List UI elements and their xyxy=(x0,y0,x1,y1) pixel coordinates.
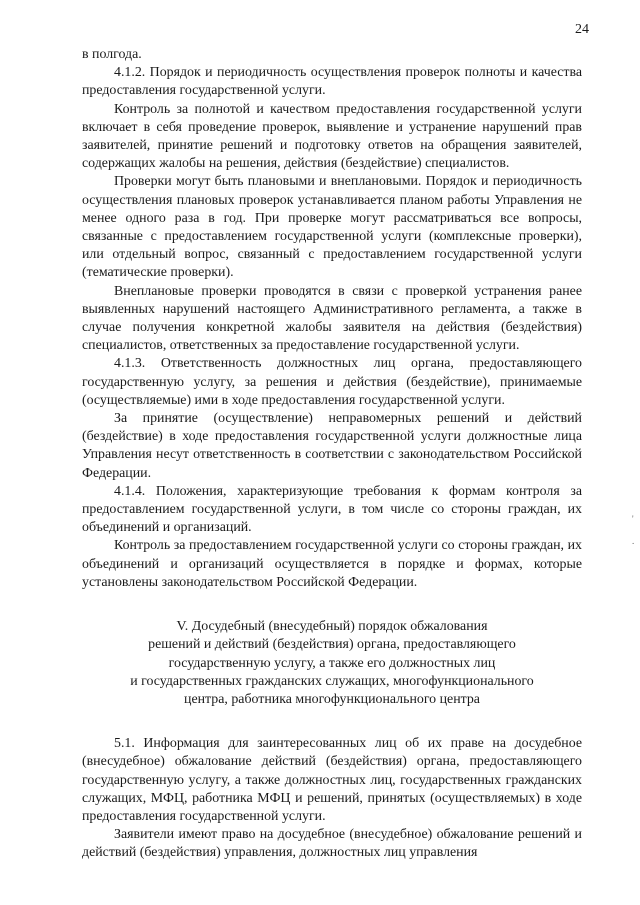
paragraph: Контроль за предоставлением государственной услуги со стороны граждан, их объединений и организаций осуществляется в порядке и формах, которые установлены законодательством Российской Федерации. xyxy=(82,538,582,590)
paragraph: Контроль за полнотой и качеством предоставления государственной услуги включает в себя проведение проверок, выявление и устранение нарушений прав заявителей, принятие решений и подготовку ответов на обращения заявителей, содержащих жалобы на решения, действия (бездействие) специалистов. xyxy=(82,101,582,172)
section-heading-line: государственную услугу, а также его должностных лиц xyxy=(168,655,496,671)
paragraph: Проверки могут быть плановыми и внеплановыми. Порядок и периодичность осуществления плановых проверок устанавливается планом работы Управления не менее одного раза в год. При проверке могут рассматриваться все вопросы, связанные с предоставлением государственной услуги (комплексные проверки), или отдельный вопрос, связанный с предоставлением государственной услуги (тематические проверки). xyxy=(82,174,582,281)
paragraph: 4.1.3. Ответственность должностных лиц органа, предоставляющего государственную услугу, за решения и действия (бездействие), принимаемые (осуществляемые) ими в ходе предоставления государственной услуги. xyxy=(82,356,582,408)
section-heading-line: и государственных гражданских служащих, многофункционального xyxy=(130,673,534,689)
margin-mark: ' xyxy=(632,514,634,524)
paragraph: 4.1.2. Порядок и периодичность осуществления проверок полноты и качества предоставления государственной услуги. xyxy=(82,65,582,99)
paragraph: За принятие (осуществление) неправомерных решений и действий (бездействие) в ходе предоставления государственной услуги должностные лица Управления несут ответственность в соответствии с законодательством Российской Федерации. xyxy=(82,411,582,481)
paragraph: 4.1.4. Положения, характеризующие требования к формам контроля за предоставлением государственной услуги, в том числе со стороны граждан, их объединений и организаций. xyxy=(82,483,582,536)
paragraph: Заявители имеют право на досудебное (внесудебное) обжалование решений и действий (бездействия) управления, должностных лиц управления xyxy=(82,827,582,861)
section-heading-line: V. Досудебный (внесудебный) порядок обжалования xyxy=(176,619,488,635)
margin-mark: . xyxy=(632,536,635,546)
paragraph: Внеплановые проверки проводятся в связи с проверкой устранения ранее выявленных нарушений настоящего Административного регламента, а также в случае получения конкретной жалобы заявителя на действия (бездействия) специалистов, ответственных за предоставление государственной услуги. xyxy=(82,283,582,354)
document-body xyxy=(82,46,582,863)
section-heading-line: решений и действий (бездействия) органа, предоставляющего xyxy=(148,637,516,653)
paragraph: в полгода. xyxy=(82,47,142,62)
page-number: 24 xyxy=(575,22,589,37)
section-heading-line: центра, работника многофункционального центра xyxy=(184,691,480,707)
paragraph: 5.1. Информация для заинтересованных лиц об их праве на досудебное (внесудебное) обжалование действий (бездействия) органа, предоставляющего государственную услугу, а также должностных лиц, государственных гражданских служащих, МФЦ, работника МФЦ и решений, принятых (осуществляемых) в ходе предоставления государственной услуги. xyxy=(82,736,582,824)
section-heading xyxy=(82,618,582,709)
